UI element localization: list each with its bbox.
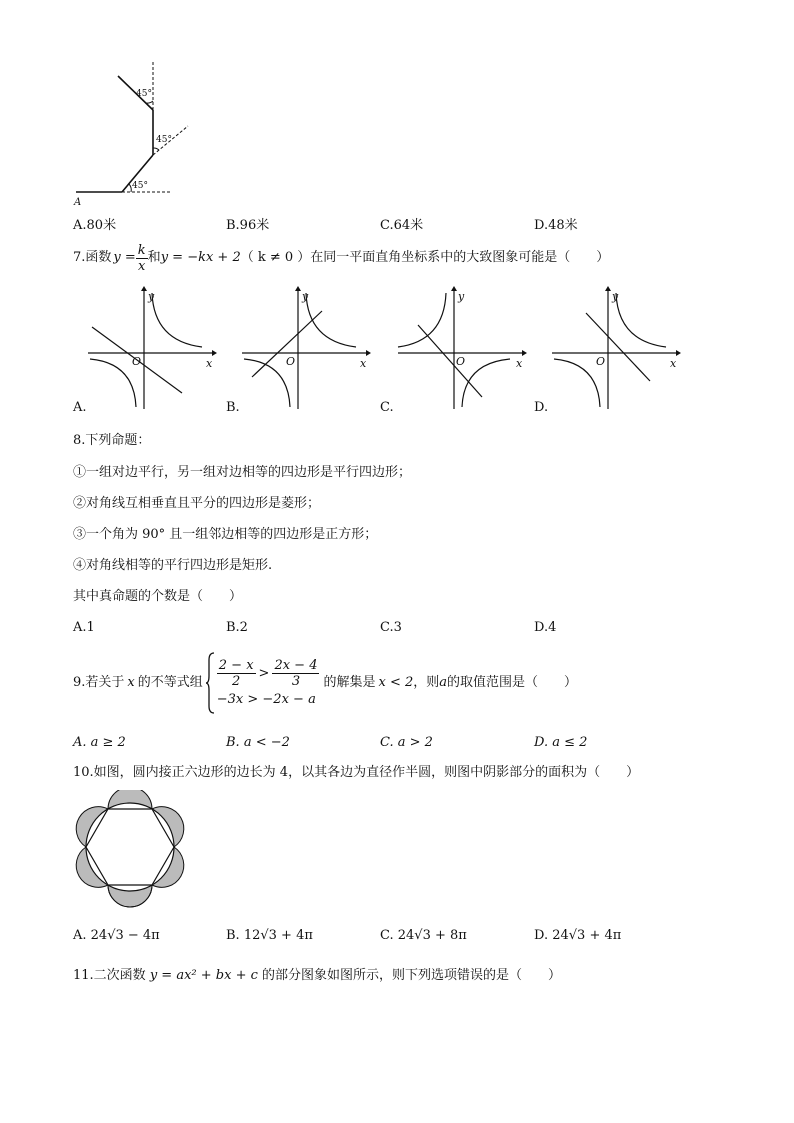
q7-mid: 和 (147, 250, 161, 265)
q11-func: y = ax² + bx + c (149, 968, 258, 983)
q9-option-d[interactable]: D. a ≤ 2 (534, 735, 588, 750)
q9-suffix3: 的取值范围是（ ） (447, 675, 578, 690)
q9-ineq1-lnum: 2 − x (218, 658, 254, 673)
q9-ineq1-lden: 2 (232, 674, 241, 689)
brace-icon (205, 652, 215, 714)
q7-graph-b (236, 285, 371, 410)
q9-option-a[interactable]: A. a ≥ 2 (73, 735, 126, 750)
q9-option-b[interactable]: B. a < −2 (226, 735, 290, 750)
q9-ineq1 (217, 658, 320, 689)
q9-ineq1-right (272, 658, 319, 689)
q7-cond: （ k ≠ 0 ） (240, 250, 311, 265)
q9-system-lines (217, 658, 320, 708)
q7-graph-c (392, 285, 527, 410)
axis-x-label-a: x (206, 357, 213, 370)
q9-prefix: 9.若关于 (73, 675, 125, 690)
q8-option-b[interactable]: B.2 (226, 620, 248, 635)
axis-y-label-c: y (458, 290, 465, 303)
q9-sol: x < 2 (378, 675, 414, 690)
q9-ineq1-left (217, 658, 256, 689)
q7-f1-lhs: y = (113, 250, 136, 265)
q7-graph-d (546, 285, 681, 410)
q7-fraction (136, 243, 148, 274)
q8-item-3: ③一个角为 90° 且一组邻边相等的四边形是正方形； (73, 527, 378, 542)
q10-option-c[interactable]: C. 24√3 + 8π (380, 928, 467, 943)
q10-option-a[interactable]: A. 24√3 − 4π (73, 928, 160, 943)
q9-ineq1-rden: 3 (291, 674, 301, 689)
q6-figure (70, 60, 200, 210)
q11-stem (73, 968, 561, 984)
origin-label-b: O (286, 355, 296, 368)
angle-label-top: 45° (136, 89, 152, 99)
axis-y-label-d: y (612, 290, 619, 303)
origin-label-a: O (132, 355, 142, 368)
angle-label-mid: 45° (156, 135, 172, 145)
q7-suffix: 在同一平面直角坐标系中的大致图象可能是（ ） (310, 250, 610, 265)
q10-option-d[interactable]: D. 24√3 + 4π (534, 928, 622, 943)
origin-label-c: O (456, 355, 466, 368)
q6-option-c[interactable]: C.64米 (380, 218, 424, 233)
q7-option-b[interactable]: B. (226, 400, 240, 415)
q11-prefix: 11.二次函数 (73, 968, 146, 983)
angle-label-bottom: 45° (132, 181, 148, 191)
q7-graph-a (82, 285, 217, 410)
q7-option-d[interactable]: D. (534, 400, 549, 415)
q7-option-a[interactable]: A. (73, 400, 87, 415)
axis-x-label-c: x (516, 357, 523, 370)
q9-stem (73, 651, 577, 715)
q9-option-c[interactable]: C. a > 2 (380, 735, 433, 750)
q8-item-2: ②对角线互相垂直且平分的四边形是菱形； (73, 496, 321, 511)
q9-ineq2: −3x > −2x − a (216, 692, 316, 707)
q10-figure (70, 790, 190, 910)
q9-system (205, 652, 320, 714)
q9-ineq1-rnum: 2x − 4 (274, 658, 318, 673)
q7-f1-den: x (138, 258, 146, 274)
q9-prefix2: 的不等式组 (137, 675, 203, 690)
q9-var-a: a (439, 675, 448, 690)
q8-option-d[interactable]: D.4 (534, 620, 557, 635)
q7-option-c[interactable]: C. (380, 400, 394, 415)
q10-stem: 10.如图，圆内接正六边形的边长为 4，以其各边为直径作半圆，则图中阴影部分的面积为（ ） (73, 765, 640, 780)
q6-option-a[interactable]: A.80米 (73, 218, 117, 233)
q8-item-4: ④对角线相等的平行四边形是矩形. (73, 558, 273, 573)
q7-f1-num: k (137, 242, 146, 258)
q10-option-b[interactable]: B. 12√3 + 4π (226, 928, 313, 943)
q7-prefix: 7.函数 (73, 250, 112, 265)
q9-suffix1: 的解集是 (323, 675, 376, 690)
q9-suffix2: ，则 (413, 675, 440, 690)
q6-option-b[interactable]: B.96米 (226, 218, 270, 233)
point-label-a: A (74, 197, 82, 208)
q8-option-c[interactable]: C.3 (380, 620, 402, 635)
q6-option-d[interactable]: D.48米 (534, 218, 578, 233)
q8-item-1: ①一组对边平行，另一组对边相等的四边形是平行四边形； (73, 465, 412, 480)
q9-ineq1-op: > (258, 665, 270, 681)
q7-f2: y = −kx + 2 (160, 250, 241, 265)
q11-suffix: 的部分图象如图所示，则下列选项错误的是（ ） (262, 968, 562, 983)
q7-stem (73, 240, 609, 276)
q9-var-x: x (127, 675, 135, 690)
axis-y-label-a: y (148, 290, 155, 303)
axis-x-label-d: x (670, 357, 677, 370)
axis-x-label-b: x (360, 357, 367, 370)
origin-label-d: O (596, 355, 606, 368)
q8-stem: 8.下列命题： (73, 433, 151, 448)
q8-option-a[interactable]: A.1 (73, 620, 95, 635)
axis-y-label-b: y (302, 290, 309, 303)
q8-question: 其中真命题的个数是（ ） (73, 589, 243, 604)
